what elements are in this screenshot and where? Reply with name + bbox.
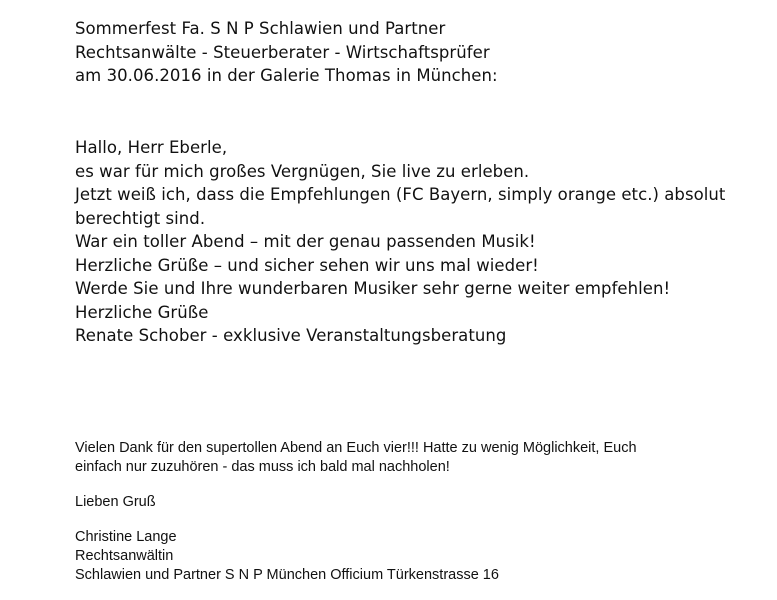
note-body-line: Vielen Dank für den supertollen Abend an Euch vier!!! Hatte zu wenig Möglichkeit, Euch xyxy=(75,440,637,456)
event-date-location-line: am 30.06.2016 in der Galerie Thomas in München: xyxy=(75,66,498,85)
letter-salutation: Hallo, Herr Eberle, xyxy=(75,138,228,157)
thank-you-note xyxy=(75,439,637,585)
firm-description-line: Rechtsanwälte - Steuerberater - Wirtschaftsprüfer xyxy=(75,42,490,62)
signature-title: Rechtsanwältin xyxy=(75,548,174,564)
letter-line: es war für mich großes Vergnügen, Sie live zu erleben. xyxy=(75,161,530,181)
note-greeting: Lieben Gruß xyxy=(75,494,156,510)
letter-line: Werde Sie und Ihre wunderbaren Musiker sehr gerne weiter empfehlen! xyxy=(75,279,671,298)
signature-address: Schlawien und Partner S N P München Officium Türkenstrasse 16 xyxy=(75,567,499,583)
letter-line: Jetzt weiß ich, dass die Empfehlungen (FC Bayern, simply orange etc.) absolut xyxy=(75,185,726,204)
event-header xyxy=(75,17,498,88)
letter-line: War ein toller Abend – mit der genau passenden Musik! xyxy=(75,232,536,251)
letter-line: Herzliche Grüße – und sicher sehen wir uns mal wieder! xyxy=(75,255,539,275)
letter-signature: Renate Schober - exklusive Veranstaltungsberatung xyxy=(75,326,507,345)
note-body-line: einfach nur zuzuhören - das muss ich bald mal nachholen! xyxy=(75,459,450,475)
letter-closing: Herzliche Grüße xyxy=(75,302,209,322)
event-title-line: Sommerfest Fa. S N P Schlawien und Partner xyxy=(75,19,446,38)
signature-name: Christine Lange xyxy=(75,529,177,545)
letter-line: berechtigt sind. xyxy=(75,208,206,228)
testimonial-letter xyxy=(75,136,725,348)
